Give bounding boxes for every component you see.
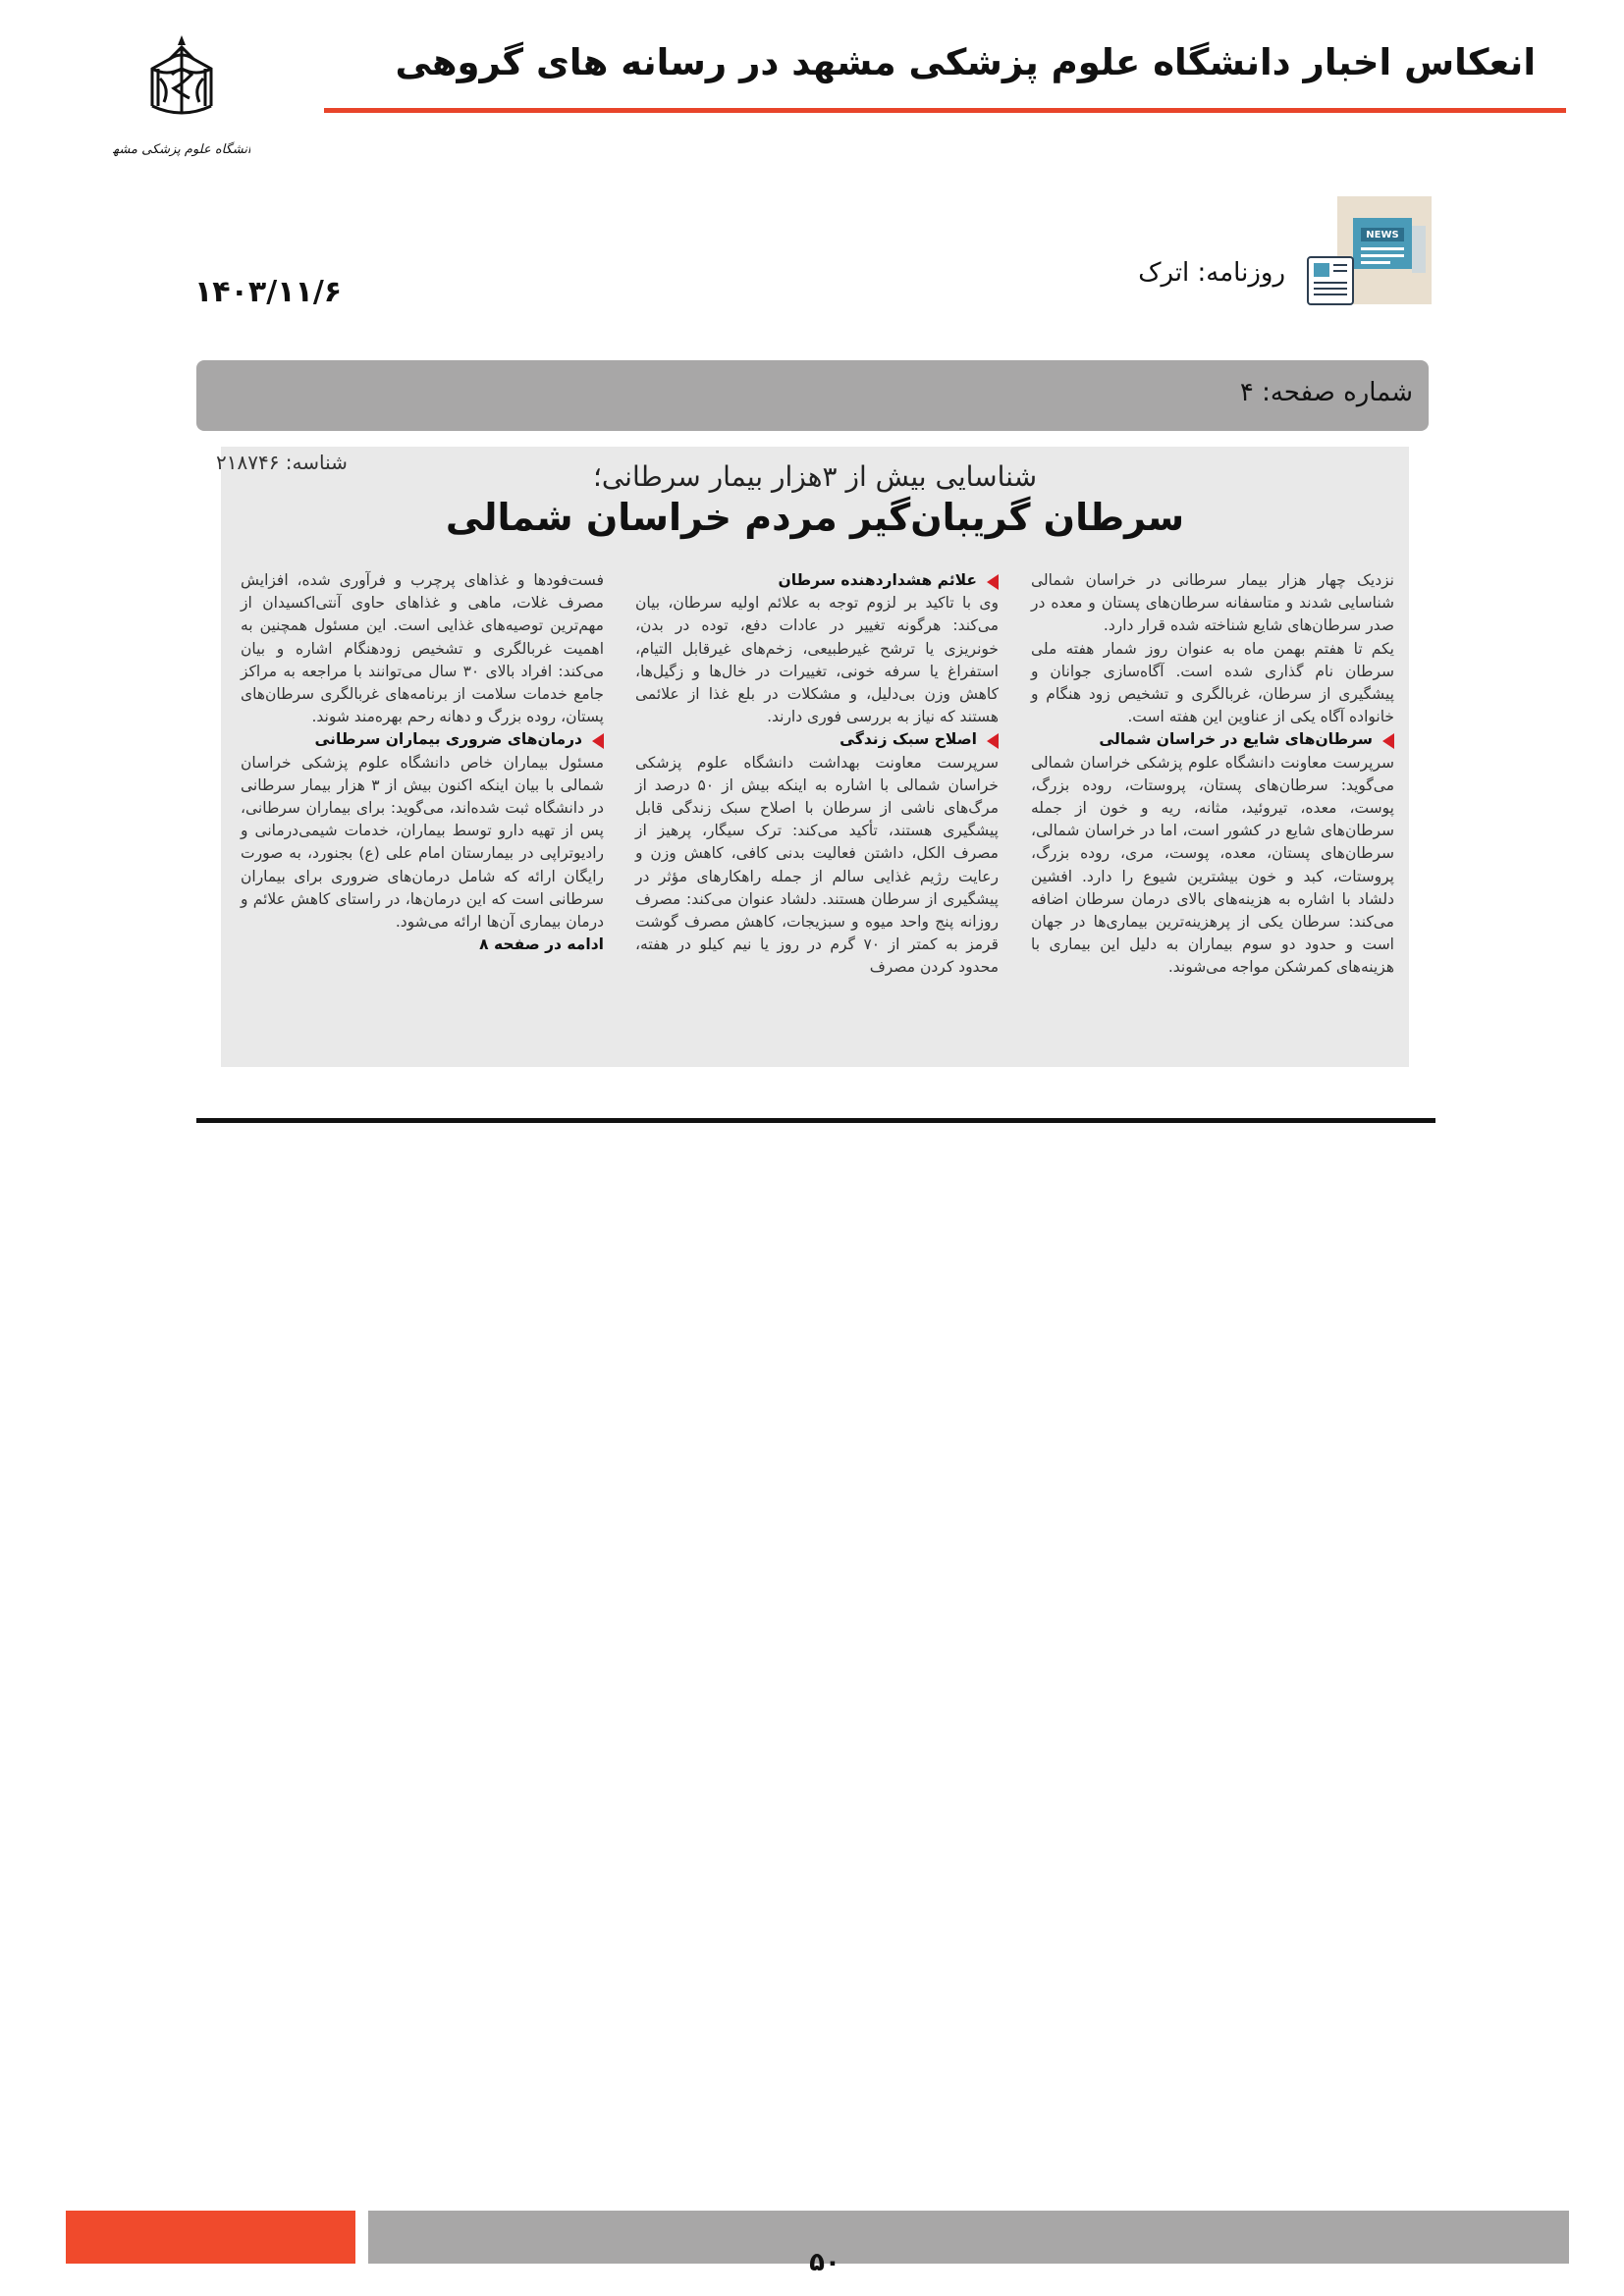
paragraph: وی با تاکید بر لزوم توجه به علائم اولیه سرطان، بیان می‌کند: هرگونه تغییر در عادات دفع، توده در بدن، خونریزی یا ترشح غیرطبیعی، زخم‌های غیرقابل التیام، استفراغ یا سرفه خونی، تغییرات در خال‌ها و زگیل‌ها، کاهش وزن بی‌دلیل، و مشکلات در بلع غذا از علائمی هستند که نیاز به بررسی فوری دارند.: [635, 594, 999, 726]
subheading: اصلاح سبک زندگی: [635, 728, 999, 751]
subheading: سرطان‌های شایع در خراسان شمالی: [1031, 728, 1394, 751]
subheading: درمان‌های ضروری بیماران سرطانی: [241, 728, 604, 751]
newspaper-icon: [1306, 196, 1432, 308]
subheading: علائم هشداردهنده سرطان: [635, 569, 999, 592]
university-logo: [113, 29, 250, 167]
content-divider: [196, 1118, 1435, 1123]
paragraph: یکم تا هفتم بهمن ماه به عنوان روز شمار هفته ملی سرطان نام گذاری شده است. آگاه‌سازی جوانان و پیشگیری از سرطان، غربالگری و تشخیص زود هنگام و خانواده آگاه یکی از عناوین این هفته است.: [1031, 639, 1394, 726]
logo-text: دانشگاه علوم پزشکی مشهد: [113, 142, 250, 157]
footer-accent-bar: [66, 2211, 355, 2264]
continued-note: ادامه در صفحه ۸: [479, 935, 604, 954]
article-column-2: [635, 569, 999, 980]
article-kicker: شناسایی بیش از ۳هزار بیمار سرطانی؛: [592, 460, 1038, 493]
article-column-1: [1031, 569, 1394, 980]
article-column-3: [241, 569, 604, 956]
newspaper-name: روزنامه: اترک: [1138, 258, 1285, 288]
footer-page-number: ۵۰: [809, 2248, 840, 2277]
article-headline: سرطان گریبان‌گیر مردم خراسان شمالی: [445, 496, 1185, 539]
paragraph: مسئول بیماران خاص دانشگاه علوم پزشکی خراسان شمالی با بیان اینکه اکنون بیش از ۳ هزار بیمار سرطانی در دانشگاه ثبت شده‌اند، می‌گوید: برای بیماران سرطانی، پس از تهیه دارو توسط بیماران، خدمات شیمی‌درمانی و رادیوتراپی در بیمارستان امام علی (ع) بجنورد، به صورت رایگان ارائه که شامل درمان‌های ضروری برای بیماران سرطانی است که این درمان‌ها، در راستای کاهش علائم و درمان بیماری آن‌ها ارائه می‌شود.: [241, 753, 604, 932]
paragraph: فست‌فودها و غذاهای پرچرب و فرآوری شده، افزایش مصرف غلات، ماهی و غذاهای حاوی آنتی‌اکسیدان از مهم‌ترین توصیه‌های غذایی است. این مسئول همچنین به اهمیت غربالگری و تشخیص زودهنگام اشاره و بیان می‌کند: افراد بالای ۳۰ سال می‌توانند با مراجعه به مراکز جامع خدمات سلامت از برنامه‌های غربالگری سرطان‌های پستان، روده بزرگ و دهانه رحم بهره‌مند شوند.: [241, 571, 605, 726]
paragraph: سرپرست معاونت بهداشت دانشگاه علوم پزشکی خراسان شمالی با اشاره به اینکه بیش از ۵۰ درصد از مرگ‌های ناشی از سرطان با اصلاح سبک زندگی قابل پیشگیری هستند، تأکید می‌کند: ترک سیگار، پرهیز از مصرف الکل، داشتن فعالیت بدنی کافی، کاهش وزن و رعایت رژیم غذایی سالم از جمله راهکارهای مؤثر در پیشگیری از سرطان هستند. دلشاد عنوان می‌کند: مصرف روزانه پنج واحد میوه و سبزیجات، کاهش مصرف گوشت قرمز به کمتر از ۷۰ گرم در روز یا نیم کیلو در هفته، محدود کردن مصرف: [635, 753, 1000, 977]
header-divider: [324, 108, 1566, 113]
paragraph: نزدیک چهار هزار بیمار سرطانی در خراسان شمالی شناسایی شدند و متاسفانه سرطان‌های پستان و معده در صدر سرطان‌های شایع شناخته شده قرار دارد.: [1031, 571, 1394, 635]
news-icon-label: NEWS: [1366, 230, 1399, 240]
page-number-label: شماره صفحه: ۴: [1239, 378, 1413, 407]
article-clipping: [221, 447, 1409, 1067]
paragraph: سرپرست معاونت دانشگاه علوم پزشکی خراسان شمالی می‌گوید: سرطان‌های پستان، پروستات، روده بزرگ، پوست، معده، تیروئید، مثانه، ریه و خون از جمله سرطان‌های شایع در کشور است، اما در خراسان شمالی، سرطان‌های پستان، معده، پوست، مری، روده بزرگ، پروستات، کبد و خون بیشترین شیوع را دارد. افشین دلشاد با اشاره به هزینه‌های بالای درمان سرطان اضافه می‌کند: سرطان یکی از پرهزینه‌ترین بیماری‌ها در جهان است و حدود دو سوم بیماران به دلیل این بیماری با هزینه‌های کمرشکن مواجه می‌شوند.: [1031, 753, 1394, 977]
publication-date: ۱۴۰۳/۱۱/۶: [194, 275, 343, 309]
page-title: انعکاس اخبار دانشگاه علوم پزشکی مشهد در رسانه های گروهی: [395, 41, 1536, 83]
footer-bar: [368, 2211, 1569, 2264]
article-id: شناسه: ۲۱۸۷۴۶: [216, 451, 348, 474]
